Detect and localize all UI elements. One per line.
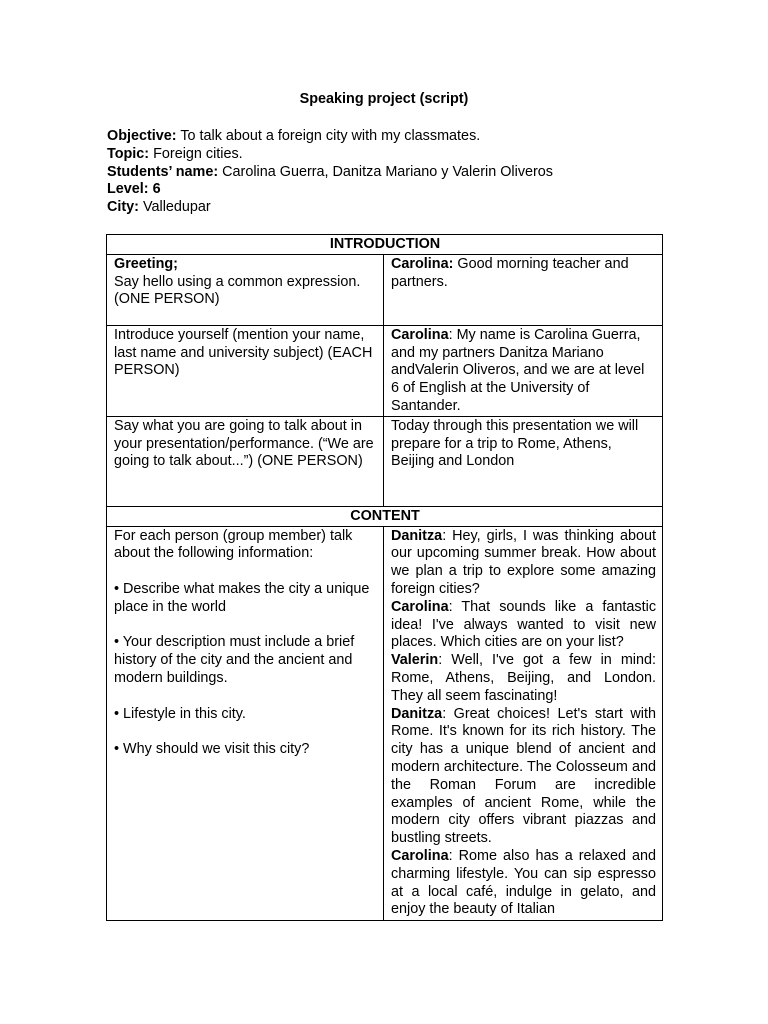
content-header-row [107,506,663,526]
dialogue-cell [384,526,663,920]
list-item: • Your description must include a brief history of the city and the ancient and modern buildings. [114,634,355,686]
table-row [107,526,663,920]
city-value: Valledupar [138,199,211,216]
topic-line [107,146,667,164]
dialogue-text: : That sounds like a fantastic idea! I've always wanted to visit new places. Which cities are on your list? [391,598,657,651]
dialogue-text: : Well, I've got a few in mind: Rome, Athens, Beijing, and London. They all seem fascinating! [391,652,657,704]
speaker-name: Carolina [391,847,449,864]
speaker-name: Danitza [391,705,443,722]
list-item: • Why should we visit this city? [114,741,310,758]
table-row [107,254,663,325]
introduce-prompt: Introduce yourself (mention your name, last name and university subject) (EACH PERSON) [114,326,373,379]
topic-label: Topic: [107,145,150,162]
level-label: Level: 6 [107,181,161,198]
topic-prompt: Say what you are going to talk about in your presentation/performance. (“We are going to talk about...”) (ONE PERSON) [114,417,374,470]
dialogue-text: : Hey, girls, I was thinking about our upcoming summer break. How about we plan a trip to explore some amazing foreign cities? [391,527,657,597]
dialogue-text: : Great choices! Let's start with Rome. It's known for its rich history. The city has a unique blend of ancient and modern architecture. The Colosseum and the Roman Forum are incredible examples of ancient Rome, while the modern city offers vibrant piazzas and bustling streets. [391,705,657,847]
dialogue-line [391,848,656,919]
table-row [107,416,663,506]
speaker-name: Carolina [391,326,449,343]
topic-response-cell [384,416,663,506]
city-label: City: [107,199,139,216]
greeting-prompt-cell [107,254,384,325]
introduce-prompt-cell [107,325,384,416]
topic-value: Foreign cities. [149,145,243,162]
dialogue-line [391,706,656,848]
greeting-title: Greeting; [114,255,178,272]
greeting-prompt: Say hello using a common expression. (ONE PERSON) [114,273,361,308]
list-item: • Describe what makes the city a unique place in the world [114,580,370,615]
document-title: Speaking project (script) [299,91,469,107]
students-line [107,164,667,182]
content-prompt-cell [107,526,384,920]
speaker-name: Danitza [391,527,443,544]
objective-label: Objective: [107,128,177,144]
greeting-response-cell [384,254,663,325]
introduce-response-cell [384,325,663,416]
objective-value: To talk about a foreign city with my classmates. [176,128,481,144]
project-details [107,128,667,217]
content-intro: For each person (group member) talk about the following information: [114,527,353,562]
topic-prompt-cell [107,416,384,506]
city-line [107,199,667,217]
script-table [106,234,663,921]
speaker-name: Valerin [391,652,439,669]
dialogue-line [391,528,656,599]
students-label: Students’ name: [107,163,219,180]
dialogue-line [391,599,656,652]
list-item: • Lifestyle in this city. [114,705,246,722]
response-text: Good morning teacher and partners. [391,255,629,290]
speaker-name: Carolina: [391,255,454,272]
dialogue-line [391,652,656,705]
introduction-header-row [107,235,663,255]
introduction-heading: INTRODUCTION [107,235,663,255]
objective-line [107,128,667,146]
speaker-name: Carolina [391,598,449,615]
content-heading: CONTENT [107,506,663,526]
students-value: Carolina Guerra, Danitza Mariano y Valerin Oliveros [218,163,554,180]
level-line [107,181,667,199]
dialogue-text: : Rome also has a relaxed and charming lifestyle. You can sip espresso at a local café, indulge in gelato, and enjoy the beauty of Italian [391,847,657,918]
table-row [107,325,663,416]
response-text: Today through this presentation we will prepare for a trip to Rome, Athens, Beijing and London [391,417,639,470]
response-text: : My name is Carolina Guerra, and my partners Danitza Mariano andValerin Oliveros, and we are at level 6 of English at the University of Santander. [391,326,645,414]
